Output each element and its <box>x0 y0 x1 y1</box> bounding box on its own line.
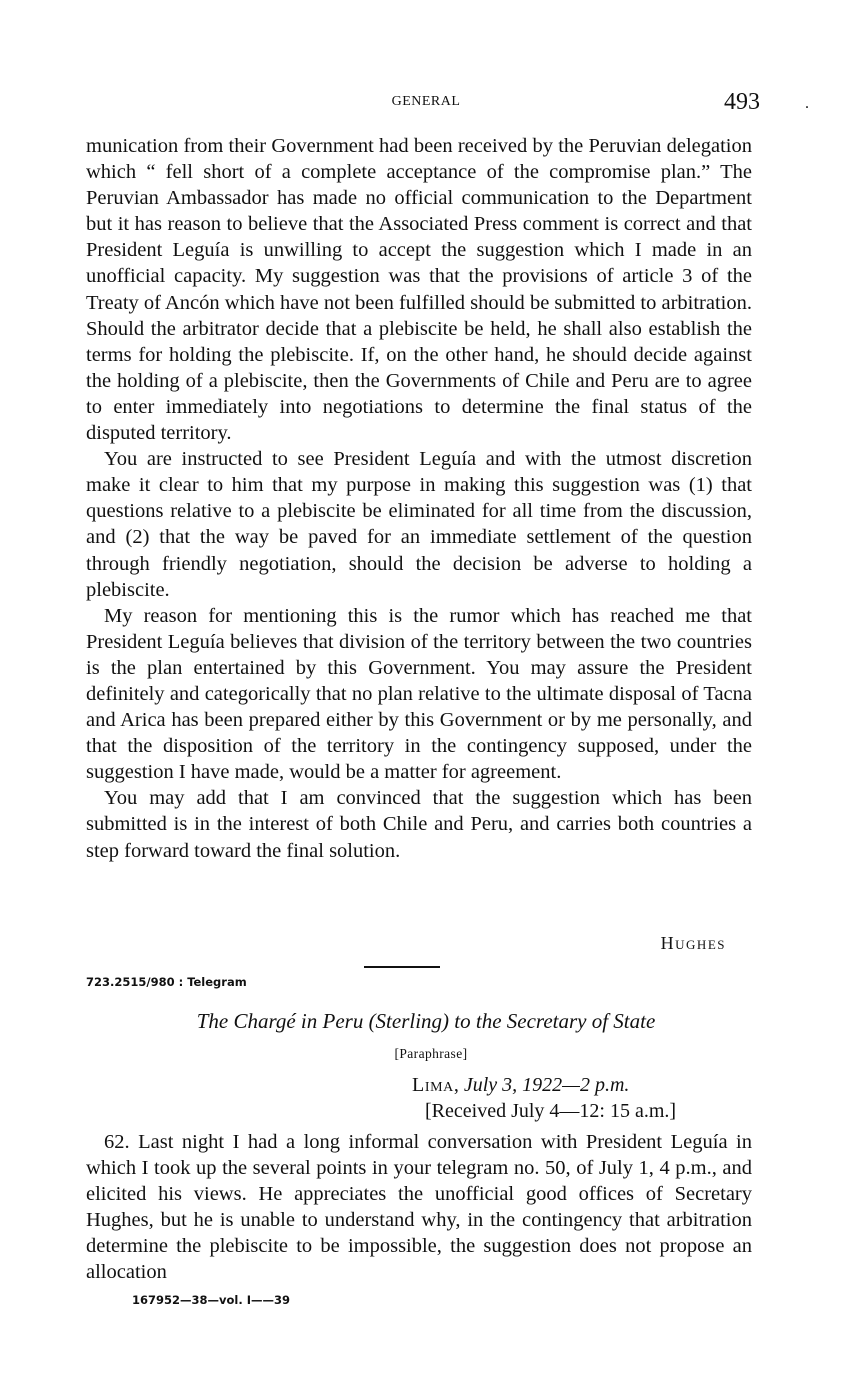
dateline: Lima, July 3, 1922—2 p.m. <box>412 1074 630 1096</box>
margin-mark: . <box>805 95 809 112</box>
paraphrase-note: [Paraphrase] <box>394 1046 468 1061</box>
letter-paragraph-1: munication from their Government had been received by the Peruvian delegation which “ fell short of a complete acceptance of the compromise plan.” The Peruvian Ambassador has made no official communication to the Department but it has reason to believe that the Associated Press comment is correct and that President Leguía is unwilling to accept the suggestion which I made in an unofficial capacity. My suggestion was that the provisions of article 3 of the Treaty of Ancón which have not been fulfilled should be submitted to arbitration. Should the arbitrator decide that a plebiscite be held, he shall also establish the terms for holding the plebiscite. If, on the other hand, he should decide against the holding of a plebiscite, then the Governments of Chile and Peru are to agree to enter immediately into negotiations to determine the final status of the disputed territory. <box>86 135 752 445</box>
letter-paragraph-3: My reason for mentioning this is the rumor which has reached me that President Leguía believes that division of the territory between the two countries is the plan entertained by this Government. You may assure the President definitely and categorically that no plan relative to the ultimate disposal of Tacna and Arica has been prepared either by this Government or by me personally, and that the disposition of the territory in the contingency supposed, under the suggestion I have made, would be a matter for agreement. <box>86 604 752 784</box>
dateline-date: July 3, 1922—2 p.m. <box>463 1074 630 1096</box>
page-header <box>86 90 766 122</box>
dateline-place: Lima <box>412 1074 454 1096</box>
letter-paragraph-2: You are instructed to see President Leguía and with the utmost discretion make it clear to him that my purpose in making this suggestion was (1) that questions relative to a plebiscite be eliminated for all time from the discussion, and (2) that the way be paved for an immediate settlement of the question through friendly negotiation, should the decision be adverse to holding a plebiscite. <box>86 448 752 601</box>
page-number: 493 <box>724 89 760 115</box>
printer-signature-mark: 167952—38—vol. I——39 <box>132 1293 291 1307</box>
telegram-paragraph: 62. Last night I had a long informal conversation with President Leguía in which I took up the several points in your telegram no. 50, of July 1, 4 p.m., and elicited his views. He appreciates the unofficial good offices of Secretary Hughes, but he is unable to understand why, in the contingency that arbitration determine the plebiscite to be impossible, the suggestion does not propose an allocation <box>86 1131 752 1284</box>
received-line: [Received July 4—12: 15 a.m.] <box>425 1100 677 1122</box>
letter-paragraph-4: You may add that I am convinced that the suggestion which has been submitted is in the interest of both Chile and Peru, and carries both countries a step forward toward the final solution. <box>86 787 752 862</box>
section-divider <box>364 966 440 968</box>
letter-body <box>86 133 752 864</box>
file-reference: 723.2515/980 : Telegram <box>86 975 247 989</box>
document-title: The Chargé in Peru (Sterling) to the Secretary of State <box>196 1009 656 1033</box>
running-head: GENERAL <box>391 94 461 109</box>
telegram-body <box>86 1129 752 1286</box>
letter-signature: Hughes <box>660 933 726 953</box>
